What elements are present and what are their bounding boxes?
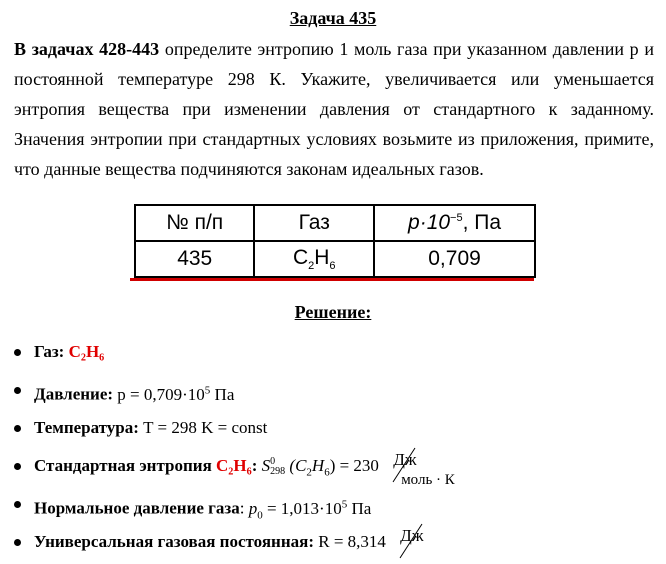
- entropy-gas: C₂H₆: [216, 456, 252, 475]
- normal-pressure-formula: $p_0 = 1,013\cdot 10^5$ Па: [248, 498, 372, 522]
- problem-title: Задача 435: [289, 8, 377, 28]
- problem-range: В задачах 428-443: [14, 39, 160, 59]
- given-list: [14, 336, 654, 564]
- bullet-icon: [14, 463, 21, 470]
- list-item-gas-constant: Универсальная газовая постоянная: R = 8,314 Дж: [14, 526, 654, 564]
- list-item-temperature: Температура: T = 298 K = const: [14, 412, 654, 450]
- cell-pressure: 0,709: [374, 241, 535, 277]
- cell-number: 435: [135, 241, 254, 277]
- solution-heading: Решение:: [294, 302, 372, 322]
- gas-formula: C₂H₆: [68, 342, 105, 361]
- list-item-normal-pressure: Нормальное давление газа: $p_0 = 1,013\cdot 10^5$ Па: [14, 488, 654, 526]
- header-pressure-exp: −5: [450, 212, 463, 224]
- entropy-unit: Дж моль · К: [387, 450, 465, 484]
- bullet-icon: [14, 387, 21, 394]
- bullet-icon: [14, 501, 21, 508]
- header-pressure: [374, 205, 535, 241]
- pressure-formula: $p = 0,709\cdot 10^5$ Па: [117, 384, 235, 404]
- table-header-row: [135, 205, 535, 241]
- table-row: [135, 241, 535, 277]
- header-pressure-symbol: p·10: [408, 211, 451, 234]
- temperature-formula: T = 298 K = const: [143, 418, 268, 437]
- list-item-gas: Газ: C₂H₆: [14, 336, 654, 374]
- gas-constant-unit: Дж: [394, 526, 472, 560]
- list-item-entropy: Стандартная энтропия C₂H₆: S 0 298 $(C_2H_6) = 230$ Дж моль · К: [14, 450, 654, 488]
- fraction-slash: [394, 522, 424, 562]
- header-gas: Газ: [254, 205, 374, 241]
- problem-text: определите энтропию 1 моль газа при указанном давлении р и постоянной температуре 298 К. Укажите, увеличивается или уменьшается энтропия вещества при изменении давления от стандартного к заданному. Значения энтропии при стандартных условиях возьмите из приложения, примите, что данные вещества подчиняются законам идеальных газов.: [14, 39, 654, 179]
- data-table: [134, 204, 536, 278]
- bullet-icon: [14, 539, 21, 546]
- entropy-formula: S 0 298 $(C_2H_6) = 230$: [261, 456, 379, 479]
- bullet-icon: [14, 425, 21, 432]
- cell-gas: $C_2H_6$: [254, 241, 374, 277]
- list-item-pressure: Давление: $p = 0,709\cdot 10^5$ Па: [14, 374, 654, 412]
- bullet-icon: [14, 349, 21, 356]
- problem-statement: [14, 34, 654, 184]
- table-underline: [130, 278, 534, 281]
- gas-constant-formula: R = 8,314: [318, 532, 386, 551]
- header-number: № п/п: [135, 205, 254, 241]
- header-pressure-unit: , Па: [462, 211, 502, 234]
